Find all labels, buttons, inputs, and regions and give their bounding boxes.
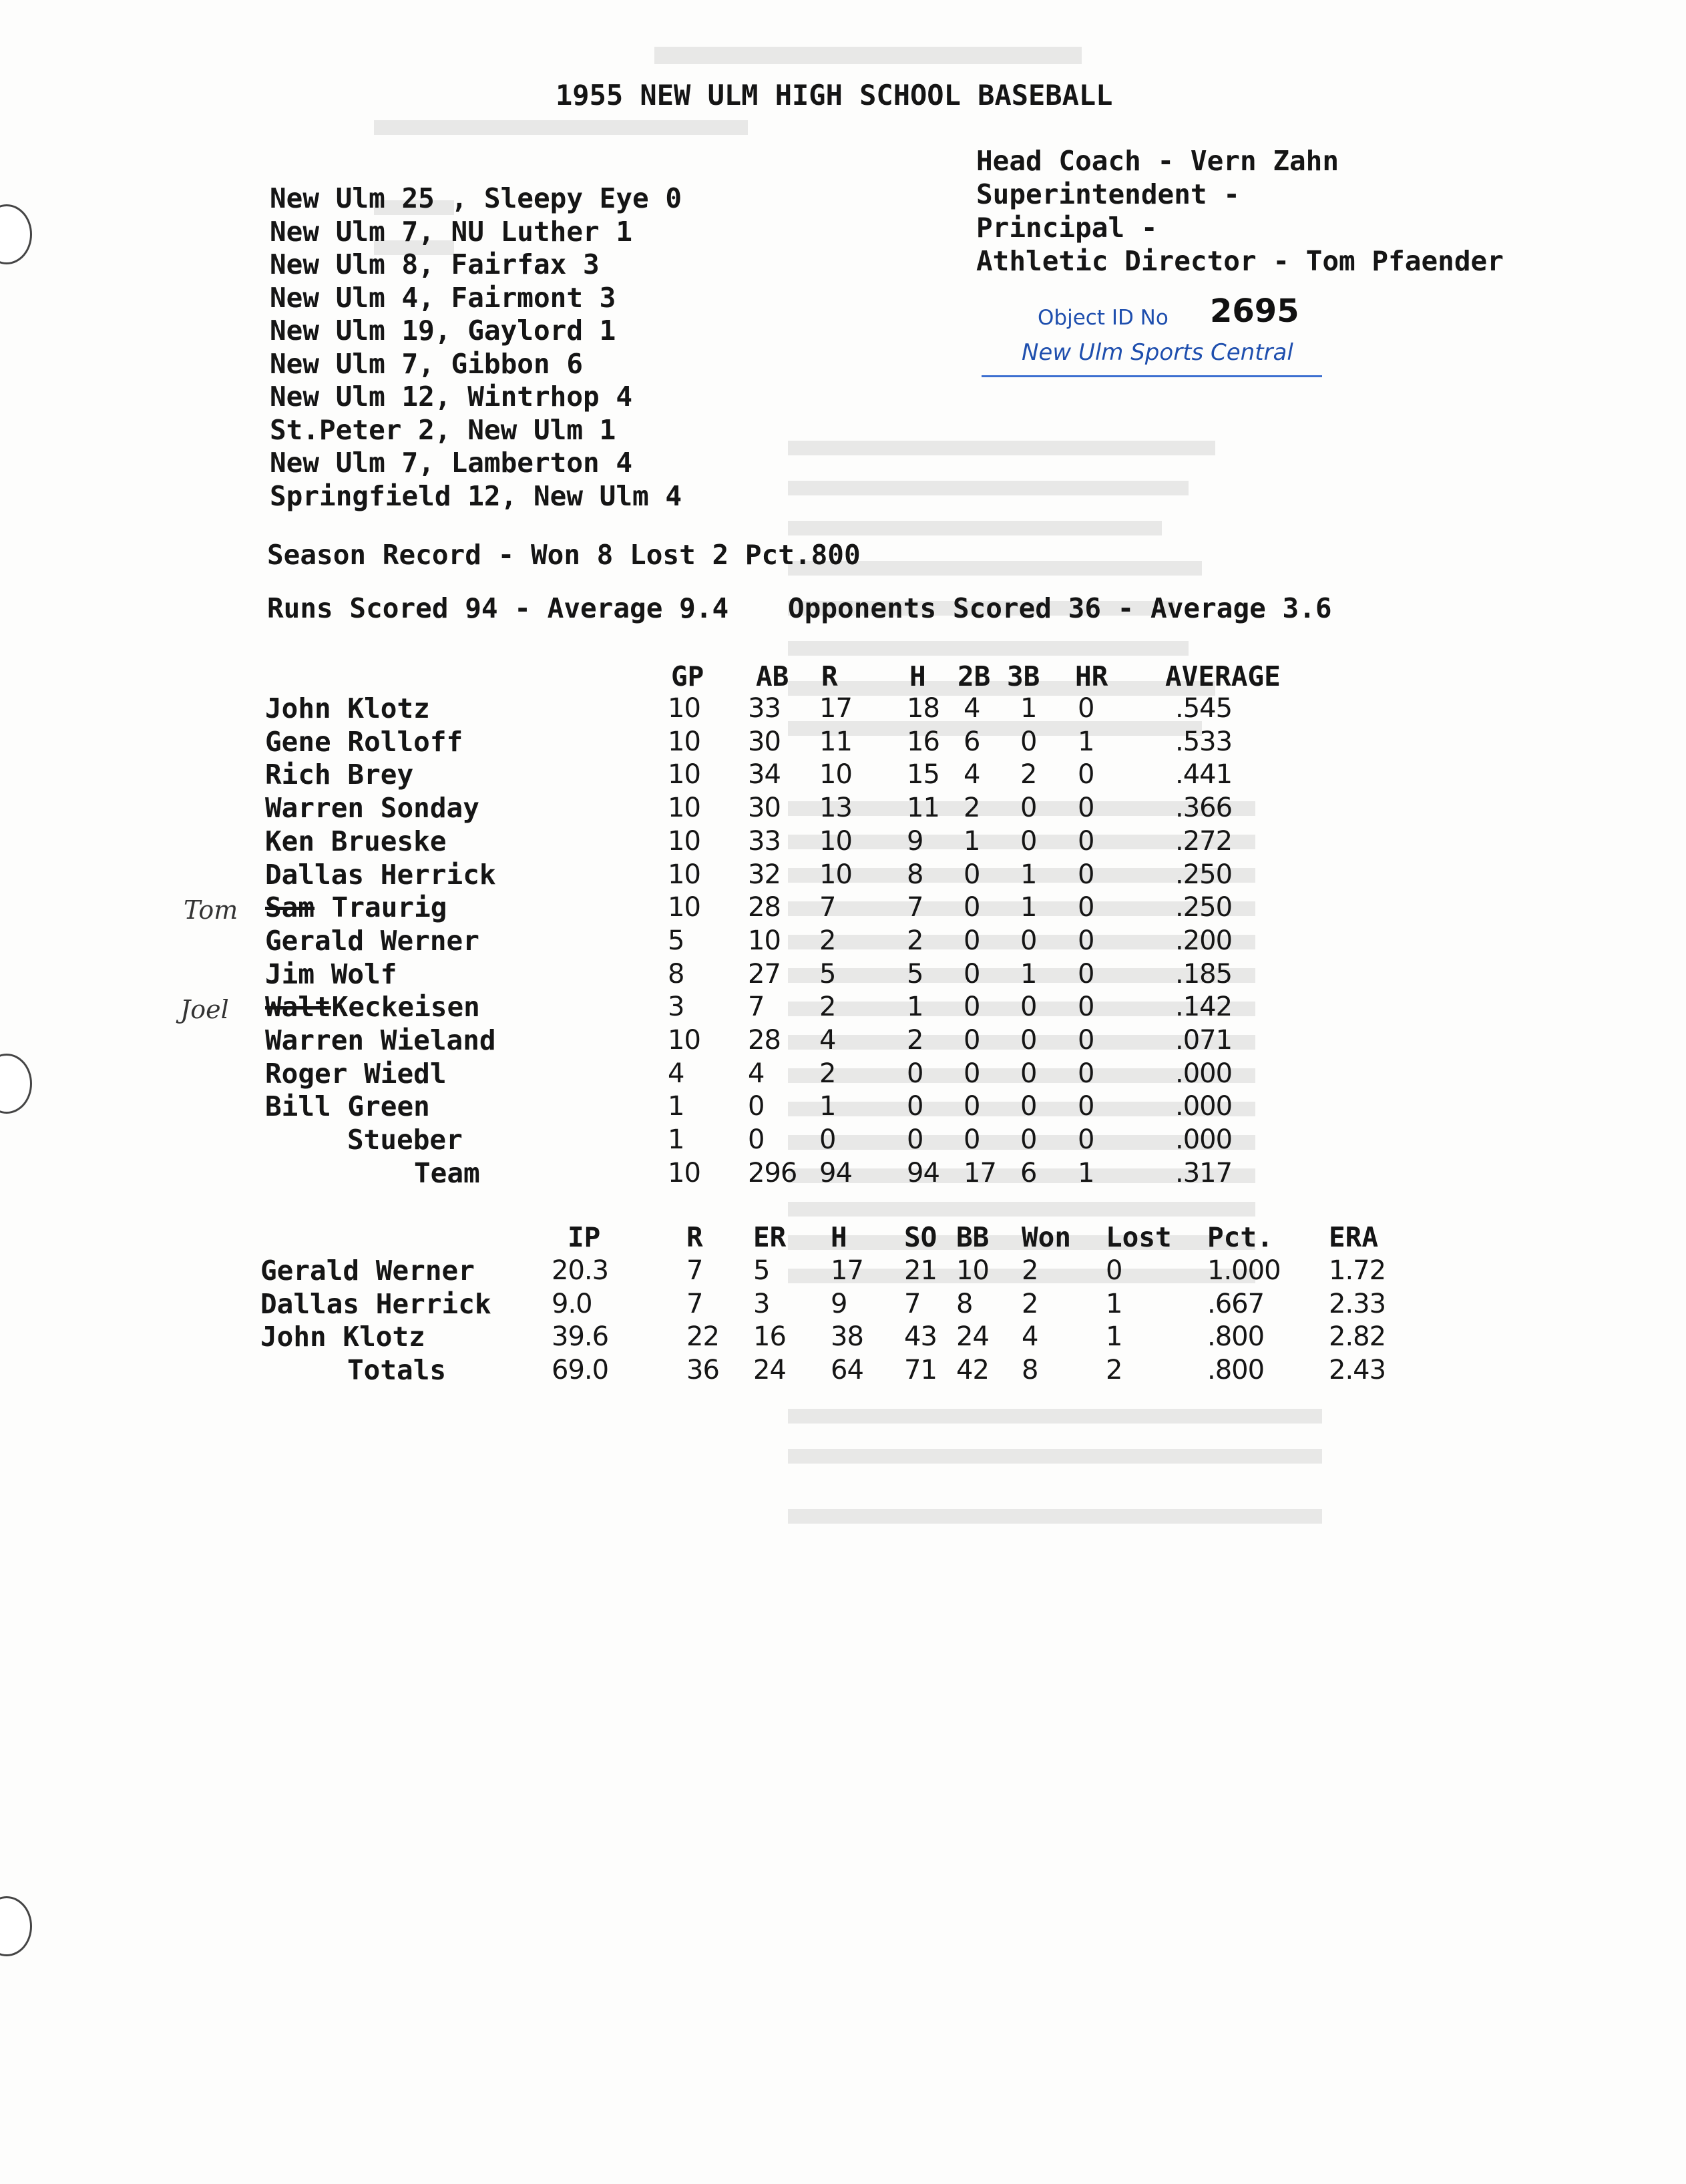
pitching-col-header: SO: [904, 1221, 937, 1253]
game-result: New Ulm 4, Fairmont 3: [270, 281, 616, 314]
batting-stat-cell: 32: [748, 859, 781, 890]
batting-stat-cell: 0: [907, 1058, 923, 1089]
team-total-label: Team: [414, 1156, 480, 1189]
batting-row: [0, 924, 1469, 957]
batting-stat-cell: 4: [819, 1025, 836, 1056]
player-last-name: Traurig: [315, 891, 447, 924]
batting-stat-cell: 0: [964, 892, 980, 923]
batting-stat-cell: 0: [1078, 1091, 1094, 1122]
batting-stat-cell: 10: [819, 825, 852, 857]
pitching-stat-cell: 2.82: [1329, 1321, 1386, 1352]
batting-stat-cell: 30: [748, 793, 781, 824]
staff-superintendent: Superintendent -: [976, 178, 1240, 210]
batting-stat-cell: 0: [1020, 1058, 1037, 1089]
page-title: 1955 NEW ULM HIGH SCHOOL BASEBALL: [556, 79, 1113, 112]
batting-stat-cell: .250: [1175, 892, 1233, 923]
batting-stat-cell: 4: [748, 1058, 765, 1089]
player-name: Bill Green: [265, 1090, 430, 1123]
pitching-stat-cell: 20.3: [552, 1255, 609, 1286]
pitching-stat-cell: 1: [1106, 1288, 1122, 1319]
game-result: New Ulm 25 , Sleepy Eye 0: [270, 182, 682, 214]
game-result: New Ulm 7, NU Luther 1: [270, 215, 633, 248]
batting-stat-cell: 28: [748, 1025, 781, 1056]
batting-stat-cell: 0: [1078, 958, 1094, 990]
batting-stat-cell: 1: [668, 1091, 684, 1122]
batting-stat-cell: 0: [1020, 992, 1037, 1023]
batting-stat-cell: .185: [1175, 958, 1233, 990]
batting-stat-cell: 0: [1078, 1025, 1094, 1056]
batting-stat-cell: 2: [907, 925, 923, 956]
batting-stat-cell: 8: [907, 859, 923, 890]
batting-stat-cell: 17: [819, 693, 852, 724]
pitching-header-row: [0, 1221, 1469, 1254]
batting-stat-cell: 0: [1078, 825, 1094, 857]
batting-stat-cell: 296: [748, 1157, 797, 1188]
batting-stat-cell: 10: [668, 859, 700, 890]
handwritten-name-correction: Joel: [180, 995, 229, 1025]
batting-stat-cell: 0: [964, 925, 980, 956]
batting-stat-cell: 8: [668, 958, 684, 990]
player-name: Gerald Werner: [265, 924, 479, 957]
batting-stat-cell: 10: [748, 925, 781, 956]
batting-stat-cell: 0: [1078, 759, 1094, 791]
pitching-stat-cell: 2: [1106, 1354, 1122, 1385]
batting-stat-cell: 0: [907, 1124, 923, 1156]
pitching-stat-cell: 16: [753, 1321, 786, 1352]
pitching-stat-cell: 64: [831, 1354, 863, 1385]
batting-col-header: 3B: [1007, 660, 1040, 692]
batting-col-header: AB: [756, 660, 789, 692]
batting-stat-cell: 10: [668, 726, 700, 757]
pitching-stat-cell: 21: [904, 1255, 937, 1286]
batting-stat-cell: 5: [907, 958, 923, 990]
pitching-stat-cell: 2: [1022, 1288, 1038, 1319]
batting-stat-cell: 4: [964, 693, 980, 724]
stamp-label: Object ID No: [1038, 306, 1169, 330]
pitching-col-header: Pct.: [1207, 1221, 1273, 1253]
batting-stat-cell: .000: [1175, 1091, 1233, 1122]
batting-stat-cell: 7: [907, 892, 923, 923]
batting-stat-cell: 18: [907, 693, 939, 724]
player-name: Dallas Herrick: [265, 858, 496, 891]
batting-stat-cell: 1: [668, 1124, 684, 1156]
batting-stat-cell: 11: [819, 726, 852, 757]
pitching-stat-cell: 7: [686, 1288, 703, 1319]
batting-stat-cell: 27: [748, 958, 781, 990]
batting-stat-cell: .317: [1175, 1157, 1233, 1188]
pitching-stat-cell: 1.72: [1329, 1255, 1386, 1286]
pitching-stat-cell: 5: [753, 1255, 770, 1286]
batting-stat-cell: 0: [1078, 925, 1094, 956]
archive-stamp: [982, 292, 1322, 379]
pitching-stat-cell: 8: [1022, 1354, 1038, 1385]
batting-stat-cell: 0: [1020, 726, 1037, 757]
pitching-row: [0, 1254, 1469, 1287]
batting-stat-cell: 0: [964, 992, 980, 1023]
batting-stat-cell: 0: [1020, 793, 1037, 824]
batting-stat-cell: .000: [1175, 1058, 1233, 1089]
pitcher-name: Gerald Werner: [260, 1255, 475, 1287]
batting-stat-cell: .000: [1175, 1124, 1233, 1156]
batting-stat-cell: 5: [668, 925, 684, 956]
batting-stat-cell: 9: [907, 825, 923, 857]
binder-hole-bottom: [0, 1896, 32, 1956]
batting-row: [0, 1024, 1469, 1057]
pitching-stat-cell: 2.43: [1329, 1354, 1386, 1385]
pitching-stat-cell: 39.6: [552, 1321, 609, 1352]
pitching-row: [0, 1287, 1469, 1321]
batting-row: [0, 791, 1469, 825]
batting-stat-cell: 0: [1078, 1058, 1094, 1089]
batting-stat-cell: .366: [1175, 793, 1233, 824]
pitching-stat-cell: .800: [1207, 1321, 1265, 1352]
player-name: Gene Rolloff: [265, 725, 463, 758]
pitching-stat-cell: .800: [1207, 1354, 1265, 1385]
batting-stat-cell: 0: [1020, 925, 1037, 956]
player-name: Roger Wiedl: [265, 1057, 447, 1090]
pitching-col-header: IP: [568, 1221, 601, 1253]
batting-header-row: [0, 660, 1469, 693]
player-name: Warren Wieland: [265, 1024, 496, 1056]
batting-stat-cell: 17: [964, 1157, 996, 1188]
batting-stat-cell: 0: [1078, 892, 1094, 923]
staff-principal: Principal -: [976, 212, 1158, 244]
stamp-archive-name: New Ulm Sports Central: [1022, 339, 1293, 366]
player-name: Warren Sonday: [265, 792, 479, 825]
batting-stat-cell: .200: [1175, 925, 1233, 956]
batting-row: [0, 758, 1469, 791]
batting-stat-cell: 10: [668, 693, 700, 724]
batting-stat-cell: 7: [748, 992, 765, 1023]
batting-stat-cell: 2: [819, 992, 836, 1023]
batting-stat-cell: 10: [819, 759, 852, 791]
pitching-col-header: H: [831, 1221, 847, 1253]
batting-row: [0, 825, 1469, 858]
pitching-stat-cell: 38: [831, 1321, 863, 1352]
batting-col-header: R: [821, 660, 838, 692]
batting-row: [0, 692, 1469, 725]
batting-row: [0, 990, 1469, 1024]
batting-stat-cell: 0: [1020, 1025, 1037, 1056]
pitching-stat-cell: 2: [1022, 1255, 1038, 1286]
staff-athletic-director: Athletic Director - Tom Pfaender: [976, 245, 1504, 277]
pitching-stat-cell: 36: [686, 1354, 719, 1385]
pitching-stat-cell: 69.0: [552, 1354, 609, 1385]
batting-stat-cell: 10: [668, 1157, 700, 1188]
pitching-stat-cell: 43: [904, 1321, 937, 1352]
stamp-object-number: 2695: [1210, 292, 1299, 330]
batting-stat-cell: 0: [1020, 1091, 1037, 1122]
pitcher-name: Dallas Herrick: [260, 1287, 491, 1320]
game-result: New Ulm 19, Gaylord 1: [270, 314, 616, 347]
batting-stat-cell: 6: [964, 726, 980, 757]
player-name: Stueber: [347, 1124, 463, 1156]
batting-stat-cell: 0: [964, 1091, 980, 1122]
batting-stat-cell: 0: [1078, 1124, 1094, 1156]
pitching-stat-cell: 0: [1106, 1255, 1122, 1286]
batting-stat-cell: 0: [1020, 825, 1037, 857]
game-result: St.Peter 2, New Ulm 1: [270, 413, 616, 446]
pitching-row: [0, 1320, 1469, 1353]
game-results-list: [270, 182, 682, 512]
batting-row: [0, 725, 1469, 758]
batting-stat-cell: .071: [1175, 1025, 1233, 1056]
batting-stat-cell: .533: [1175, 726, 1233, 757]
batting-stat-cell: 0: [748, 1091, 765, 1122]
batting-stat-cell: 1: [907, 992, 923, 1023]
pitching-stat-cell: 42: [956, 1354, 989, 1385]
pitching-col-header: R: [686, 1221, 703, 1253]
pitcher-name: John Klotz: [260, 1321, 425, 1353]
pitching-stat-cell: 8: [956, 1288, 973, 1319]
binder-hole-top: [0, 204, 32, 264]
player-name: Rich Brey: [265, 758, 414, 791]
batting-stat-cell: 2: [964, 793, 980, 824]
pitching-stat-cell: 9.0: [552, 1288, 592, 1319]
struck-first-name: Sam: [265, 891, 315, 924]
batting-stat-cell: 7: [819, 892, 836, 923]
batting-row: [0, 1123, 1469, 1156]
batting-stat-cell: 28: [748, 892, 781, 923]
batting-stat-cell: 11: [907, 793, 939, 824]
batting-stat-cell: 33: [748, 693, 781, 724]
pitching-stat-cell: 22: [686, 1321, 719, 1352]
batting-stat-cell: .545: [1175, 693, 1233, 724]
handwritten-name-correction: Tom: [184, 895, 238, 925]
batting-col-header: GP: [671, 660, 704, 692]
batting-row: [0, 1057, 1469, 1090]
batting-stat-cell: 4: [668, 1058, 684, 1089]
batting-stat-cell: 0: [1078, 693, 1094, 724]
batting-stat-cell: .441: [1175, 759, 1233, 791]
pitching-stat-cell: 7: [904, 1288, 921, 1319]
stamp-underline: [982, 375, 1322, 377]
batting-stat-cell: 15: [907, 759, 939, 791]
batting-stat-cell: 0: [964, 1058, 980, 1089]
player-name: John Klotz: [265, 692, 430, 724]
batting-stat-cell: .142: [1175, 992, 1233, 1023]
batting-stat-cell: 6: [1020, 1157, 1037, 1188]
batting-stat-cell: 5: [819, 958, 836, 990]
staff-list: [976, 144, 1504, 278]
runs-scored: Runs Scored 94 - Average 9.4: [267, 592, 729, 624]
staff-head-coach: Head Coach - Vern Zahn: [976, 145, 1339, 177]
opponents-scored: Opponents Scored 36 - Average 3.6: [788, 592, 1332, 624]
batting-stat-cell: 33: [748, 825, 781, 857]
batting-stat-cell: 10: [668, 759, 700, 791]
player-name: Jim Wolf: [265, 957, 397, 990]
pitching-stat-cell: 17: [831, 1255, 863, 1286]
pitching-stat-cell: 24: [956, 1321, 989, 1352]
batting-row: [0, 891, 1469, 924]
batting-stat-cell: 10: [819, 859, 852, 890]
pitching-stat-cell: .667: [1207, 1288, 1265, 1319]
pitching-row: [0, 1353, 1469, 1387]
batting-stat-cell: 0: [1078, 859, 1094, 890]
batting-stat-cell: 13: [819, 793, 852, 824]
batting-stat-cell: 0: [1020, 1124, 1037, 1156]
game-result: New Ulm 8, Fairfax 3: [270, 248, 600, 280]
pitching-col-header: ER: [753, 1221, 787, 1253]
batting-stat-cell: 10: [668, 825, 700, 857]
pitching-stat-cell: 71: [904, 1354, 937, 1385]
batting-stat-cell: 0: [748, 1124, 765, 1156]
batting-stat-cell: 34: [748, 759, 781, 791]
pitching-col-header: ERA: [1329, 1221, 1379, 1253]
game-result: Springfield 12, New Ulm 4: [270, 479, 682, 512]
batting-stat-cell: 1: [1020, 892, 1037, 923]
season-record: Season Record - Won 8 Lost 2 Pct.800: [267, 539, 861, 571]
batting-stat-cell: 1: [964, 825, 980, 857]
pitching-stat-cell: 3: [753, 1288, 770, 1319]
batting-stat-cell: 1: [819, 1091, 836, 1122]
batting-col-header: AVERAGE: [1165, 660, 1281, 692]
batting-stat-cell: 0: [964, 1025, 980, 1056]
batting-col-header: HR: [1075, 660, 1108, 692]
pitching-totals-label: Totals: [347, 1353, 447, 1386]
game-result: New Ulm 7, Gibbon 6: [270, 347, 583, 380]
batting-stat-cell: 2: [819, 1058, 836, 1089]
batting-stat-cell: 1: [1020, 859, 1037, 890]
batting-stat-cell: 10: [668, 793, 700, 824]
batting-stat-cell: 0: [964, 859, 980, 890]
batting-stat-cell: 1: [1078, 726, 1094, 757]
pitching-col-header: BB: [956, 1221, 990, 1253]
batting-stat-cell: 1: [1078, 1157, 1094, 1188]
pitching-stat-cell: 7: [686, 1255, 703, 1286]
batting-col-header: 2B: [958, 660, 991, 692]
batting-stat-cell: 0: [1078, 793, 1094, 824]
batting-stat-cell: .272: [1175, 825, 1233, 857]
batting-stat-cell: 10: [668, 1025, 700, 1056]
pitching-stat-cell: 1: [1106, 1321, 1122, 1352]
batting-row: [0, 1090, 1469, 1123]
pitching-stat-cell: 2.33: [1329, 1288, 1386, 1319]
batting-stat-cell: 30: [748, 726, 781, 757]
batting-stat-cell: 0: [964, 1124, 980, 1156]
pitching-col-header: Won: [1022, 1221, 1072, 1253]
batting-stat-cell: 10: [668, 892, 700, 923]
game-result: New Ulm 12, Wintrhop 4: [270, 381, 633, 413]
batting-stat-cell: 2: [1020, 759, 1037, 791]
batting-stat-cell: 0: [907, 1091, 923, 1122]
player-name: Ken Brueske: [265, 825, 447, 857]
batting-stat-cell: 0: [819, 1124, 836, 1156]
batting-stat-cell: 16: [907, 726, 939, 757]
batting-stat-cell: 0: [964, 958, 980, 990]
batting-col-header: H: [909, 660, 926, 692]
batting-stat-cell: 2: [819, 925, 836, 956]
batting-stat-cell: 3: [668, 992, 684, 1023]
batting-stat-cell: 2: [907, 1025, 923, 1056]
batting-row: [0, 858, 1469, 891]
pitching-stat-cell: 10: [956, 1255, 989, 1286]
struck-first-name: Walt: [265, 991, 331, 1024]
pitching-stat-cell: 4: [1022, 1321, 1038, 1352]
batting-stat-cell: 0: [1078, 992, 1094, 1023]
batting-row: [0, 957, 1469, 991]
scoring-summary: [267, 592, 1332, 625]
batting-stat-cell: 1: [1020, 958, 1037, 990]
batting-stat-cell: 94: [819, 1157, 852, 1188]
batting-stat-cell: 1: [1020, 693, 1037, 724]
batting-stat-cell: 94: [907, 1157, 939, 1188]
game-result: New Ulm 7, Lamberton 4: [270, 447, 633, 479]
batting-row: [0, 1156, 1469, 1190]
batting-stat-cell: 4: [964, 759, 980, 791]
player-last-name: Keckeisen: [315, 991, 480, 1024]
pitching-stat-cell: 1.000: [1207, 1255, 1281, 1286]
pitching-stat-cell: 9: [831, 1288, 847, 1319]
pitching-stat-cell: 24: [753, 1354, 786, 1385]
batting-stat-cell: .250: [1175, 859, 1233, 890]
pitching-col-header: Lost: [1106, 1221, 1172, 1253]
